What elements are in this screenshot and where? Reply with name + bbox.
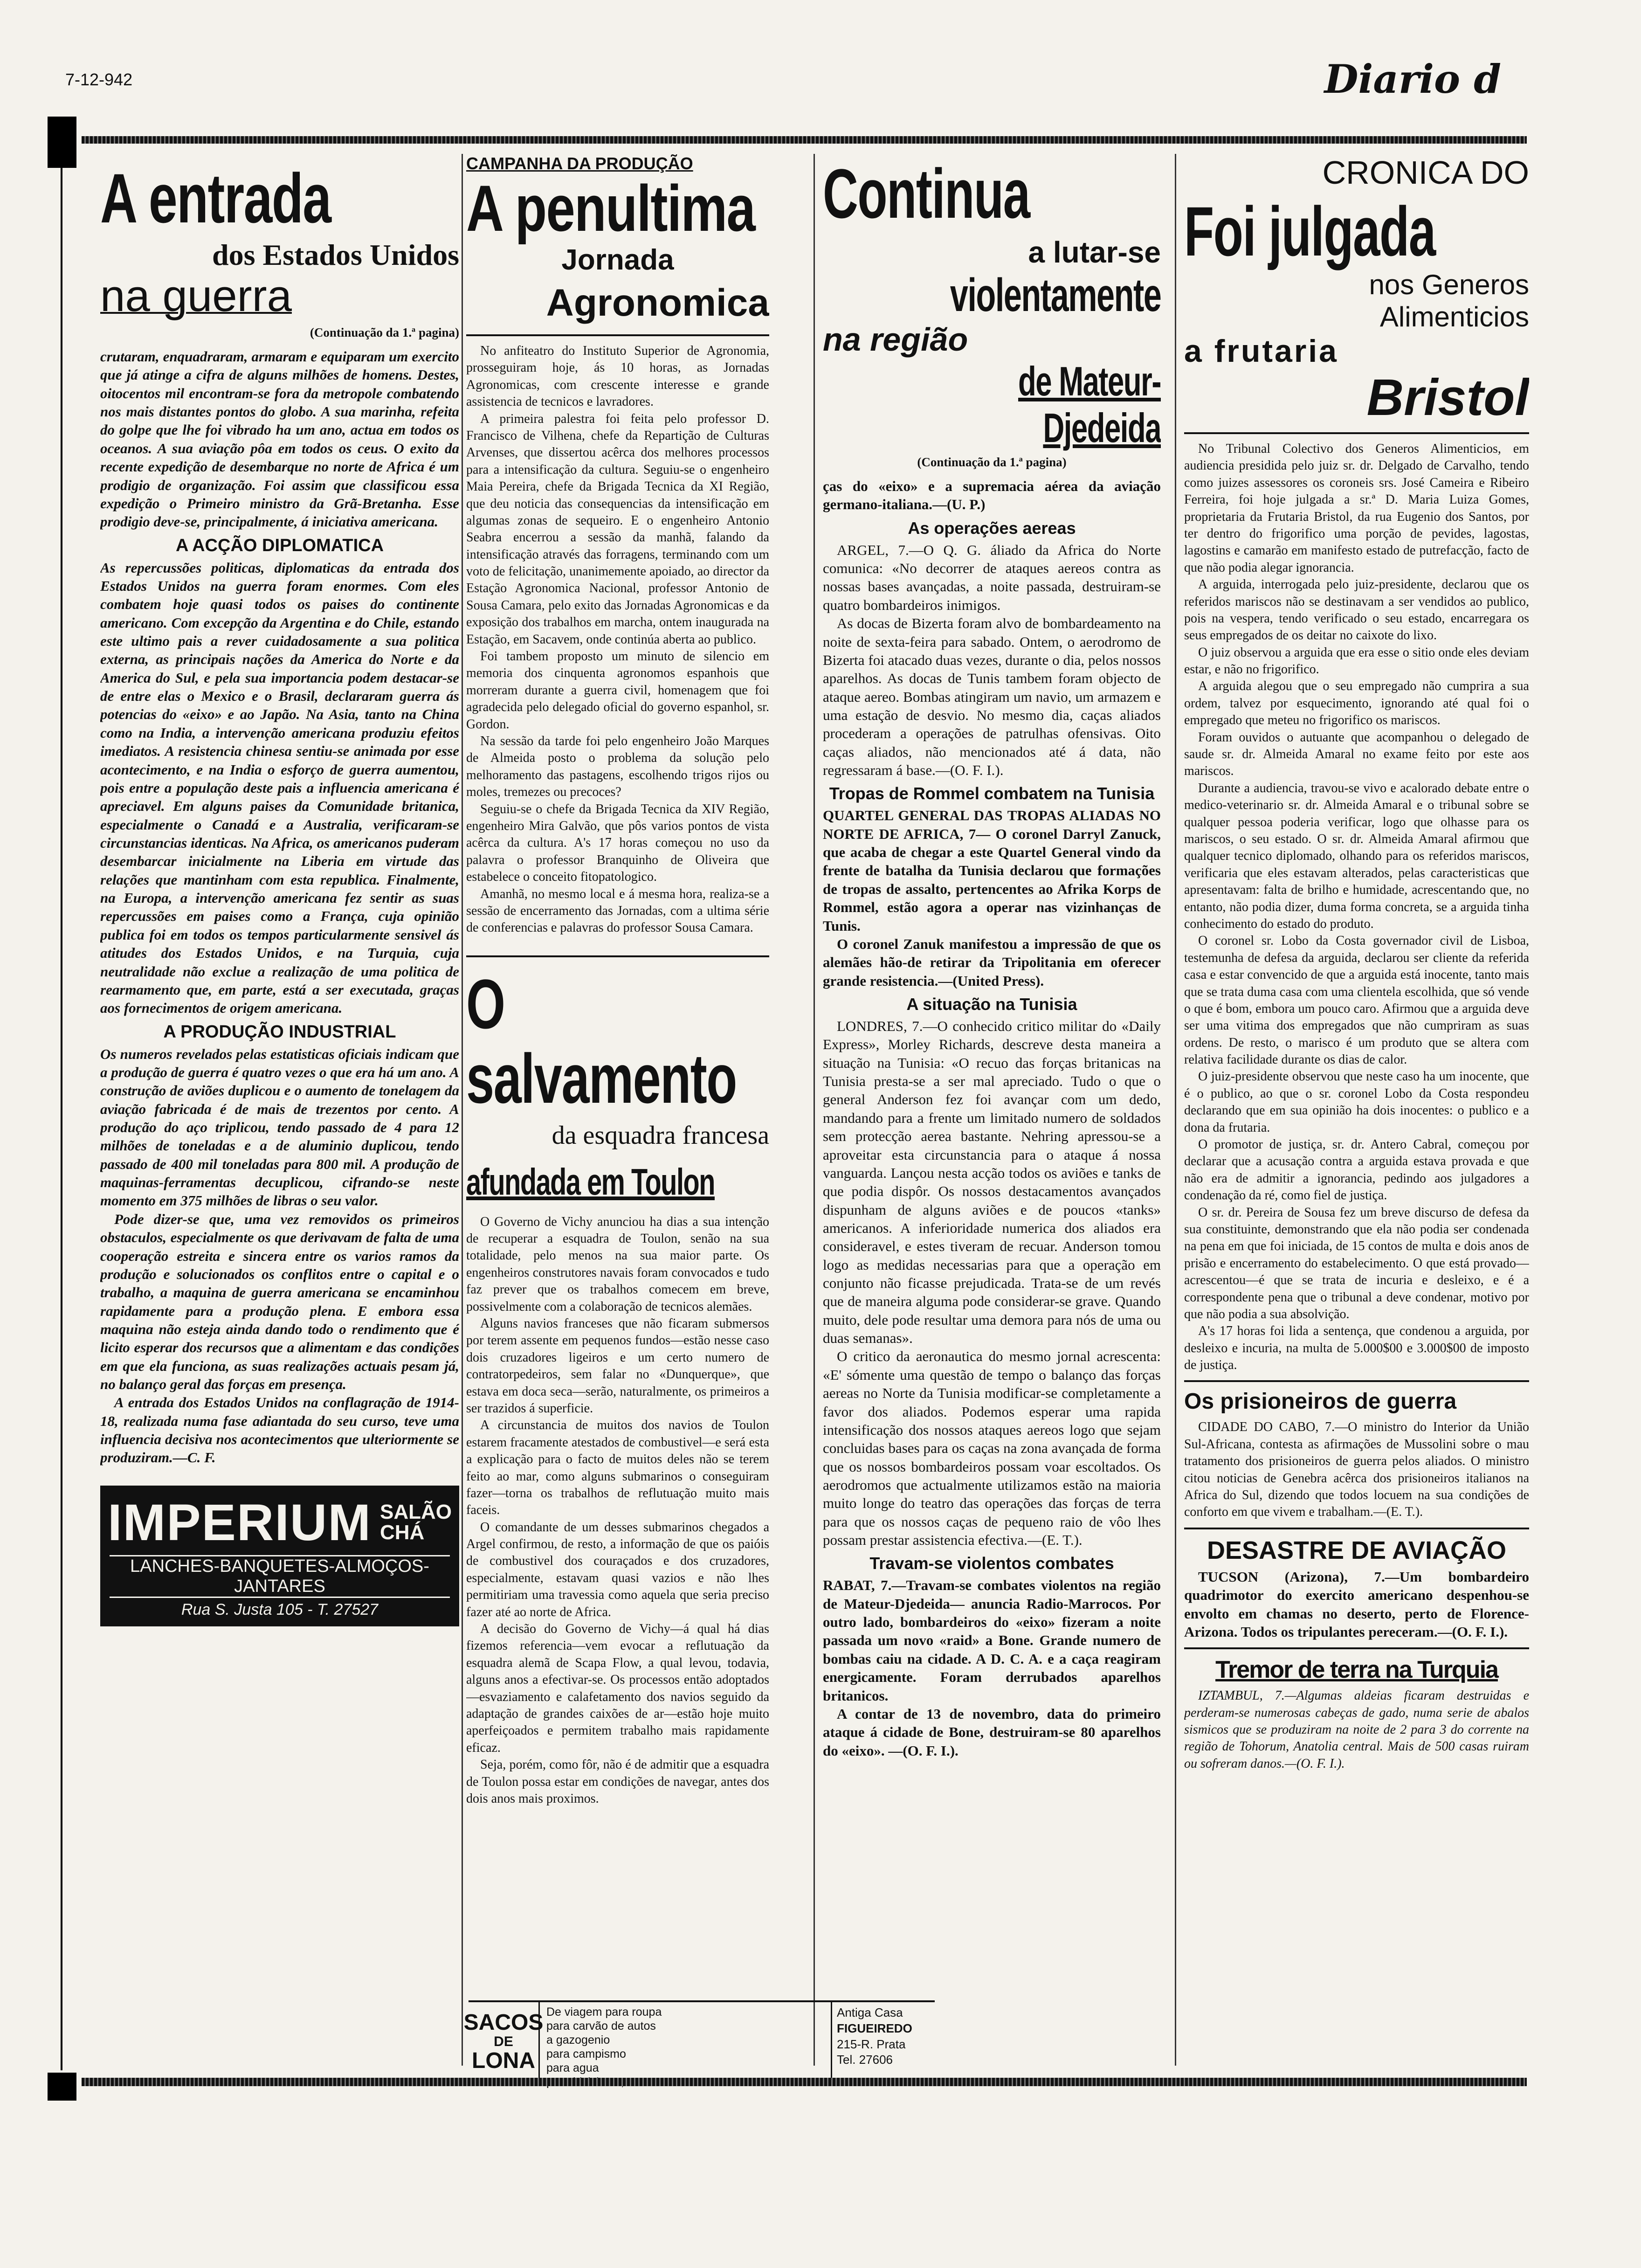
left-margin-bar <box>48 117 76 2098</box>
article-frutaria-bristol <box>1184 154 1529 2066</box>
paragraph: O sr. dr. Pereira de Sousa fez um breve discurso de defesa da sua constituinte, demonstrando que ela não podia ser condenada na pena em que foi iniciada, de 15 contos de multa e dois anos de prisão e encerramento do estabelecimento. O que está provado—acrescentou—é que se trata de incuria e desleixo, e é a correspondente pena que o tribunal a deve condenar, motivo por que não podia a sua absolvição. <box>1184 1205 1529 1321</box>
ad-sacos-shop: FIGUEIREDO <box>837 2021 912 2035</box>
column-rule <box>462 154 463 2066</box>
paragraph: LONDRES, 7.—O conhecido critico militar do «Daily Express», Morley Richards, descreve desta maneira a situação na Tunisia: «O recuo das forças britanicas na Tunisia presta-se a ser mal apreciado. Tudo o que o general Anderson fez foi avançar com um dedo, mandando para a frente um limitado numero de soldados sem protecção aerea bastante. Nehring apressou-se a aproveitar esta circunstancia para o ataque á nossa vanguarda. Lançou nesta acção todos os aviões e tanks de que podia dispôr. Os nossos destacamentos avançados dispunham de alguns aviões e de poucos «tanks» americanos. A inferioridade numerica dos aliados era consideravel, e estes tiveram de recuar. Anderson tomou logo as medidas necessarias para que a operação em conjunto não ficasse prejudicada. Trata-se de um revés que de maneira alguma pode considerar-se grave. Quando muito, dele pode resultar uma demora para nós de uma ou duas semanas». <box>823 1017 1161 1347</box>
headline: Os prisioneiros de guerra <box>1184 1389 1457 1414</box>
paragraph: A arguida alegou que o seu empregado não cumprira a sua ordem, talvez por esquecimento, ignorando até qual foi o empregado que meteu no frigorifico os mariscos. <box>1184 679 1529 728</box>
subheadline-2: Alimenticios <box>1379 301 1529 332</box>
headline: Tremor de terra na Turquia <box>1215 1656 1498 1684</box>
paragraph: O coronel sr. Lobo da Costa governador civil de Lisboa, testemunha de defesa da arguida, declarou ser cliente da referida casa e estar convencido de que a arguida está inocente, tanto mais que se trata duma casa com uma clientela escolhida, que só vende o que é bom, embora um pouco caro. Afirmou que a arguida deve ser uma vitima dos empregados que não cumpriram as suas ordens. De resto, o marisco é um produto que se altera com relativa facilidade durante os dias de calor. <box>1184 933 1529 1067</box>
paragraph: TUCSON (Arizona), 7.—Um bombardeiro quadrimotor do exercito americano despenhou-se envolto em chamas no deserto, perto de Florence-Arizona. Todos os tripulantes pereceram.—(O. F. I.). <box>1184 1568 1529 1640</box>
paragraph: crutaram, enquadraram, armaram e equiparam um exercito que já atinge a cifra de alguns milhões de homens. Destes, oitocentos mil encontram-se fora da metropole combatendo nos mais distantes pontos do globo. A sua marinha, refeita do golpe que lhe foi vibrado ha um ano, actua em todos os oceanos. A sua aviação pôa em todos os ceus. O exito da recente expedição de desembarque no norte de Africa é um prodigio de organização. Foi assim que classificou essa expedição o Primeiro ministro da Grã-Bretanha. Esse prodigio deve-se, principalmente, á iniciativa americana. <box>100 348 459 530</box>
ad-sacos-line: a gazogenio <box>546 2033 610 2047</box>
subheadline: a lutar-se <box>1028 235 1161 269</box>
subheadline: Jornada <box>561 244 674 276</box>
ad-imperium-cha: CHÁ <box>380 1521 425 1544</box>
subheadline: da esquadra francesa <box>552 1120 769 1150</box>
paragraph: A decisão do Governo de Vichy—á qual há dias fizemos referencia—vem evocar a reflutuação da esquadra alemã de Scapa Flow, a qual levou, todavia, alguns anos a efectivar-se. Os processos então adoptados—esvaziamento e calafetamento dos navios seguido da adaptação de grandes caixões de ar—estão hoje muito aperfeiçoados e permitem trabalho mais rapidamente eficaz. <box>466 1622 769 1755</box>
subheadline-3: a frutaria <box>1184 333 1338 369</box>
paragraph: Seja, porém, como fôr, não é de admitir que a esquadra de Toulon possa estar em condições de navegar, antes dos dois anos mais proximos. <box>466 1757 769 1806</box>
subheadline: dos Estados Unidos <box>212 238 459 271</box>
paragraph: Foram ouvidos o autuante que acompanhou o delegado de saude sr. dr. Almeida Amaral no exame feito por este aos mariscos. <box>1184 730 1529 779</box>
article-salvamento <box>466 964 769 1808</box>
ad-sacos-brand2: DE <box>494 2034 513 2050</box>
headline: A entrada <box>100 159 331 237</box>
column-rule <box>1175 154 1176 2066</box>
paragraph: A's 17 horas foi lida a sentença, que condenou a arguida, por desleixo e incuria, na multa de 5.000$00 e 3.000$00 de imposto de justiça. <box>1184 1324 1529 1373</box>
paragraph: O juiz observou a arguida que era esse o sitio onde eles deviam estar, e não no frigorifico. <box>1184 645 1529 677</box>
subheadline-2: afundada em Toulon <box>466 1161 715 1203</box>
paragraph: As docas de Bizerta foram alvo de bombardeamento na noite de sexta-feira para sabado. Ontem, o aerodromo de Bizerta foi atacado duas vezes, durante o dia, pelos nossos aparelhos. As docas de Tunis tambem foram objecto de ataque aereo. Bombas atingiram um navio, um armazem e uma estação de desvio. No mesmo dia, caças aliados procederam a operações de patrulhas ofensivas. Oito caças aliados, não mencionados até á data, não regressaram á base.—(O. F. I.). <box>823 615 1161 779</box>
paragraph: O comandante de um desses submarinos chegados a Argel confirmou, de resto, a informação de que os paióis de combustivel dos couraçados e dos cruzadores, especialmente, estavam quasi vazios e não lhes permitiriam uma travessia como aquela que seria preciso fazer até ao norte de Africa. <box>466 1520 769 1619</box>
ad-sacos-line: para carvão de autos <box>546 2019 656 2033</box>
paragraph: Amanhã, no mesmo local e á mesma hora, realiza-se a sessão de encerramento das Jornadas, com a ultima série de conferencias e palavras do professor Sousa Camara. <box>466 886 769 935</box>
paragraph: Os numeros revelados pelas estatisticas oficiais indicam que a produção de guerra é quatro vezes o que era há um ano. A construção de aviões duplicou e o aumento de tonelagem da aviação fabricada é de mais de trezentos por cento. A produção do aço triplicou, tendo passado de 4 para 12 milhões de toneladas e a de aluminio duplicou, tendo passado de 400 mil toneladas para 800 mil. A produção de maquinas-ferramentas decuplicou, cifrando-se neste momento em 375 milhões de libras o seu valor. <box>100 1045 459 1209</box>
ad-sacos-brand1: SACOS <box>463 2010 544 2035</box>
paragraph: A arguida, interrogada pelo juiz-presidente, declarou que os referidos mariscos não se destinavam a ser vendidos ao publico, pois na vespera, tendo verificado o seu estado, encarregara os seus empregados de os deitar no caixote do lixo. <box>1184 577 1529 643</box>
paragraph: No Tribunal Colectivo dos Generos Alimenticios, em audiencia presidida pelo juiz sr. dr. Delgado de Carvalho, tendo como juizes assessores os coroneis srs. José Cameira e Ribeiro Ferreira, foi hoje julgada a sr.ª D. Maria Luiza Gomes, proprietaria da Frutaria Bristol, da rua Eugenio dos Santos, por ter dentro do frigorifico uma porção de pevides, lagostas, lagostins e camarão em manifesto estado de putrefacção, facto de que não podia alegar ignorancia. <box>1184 442 1529 575</box>
subheadline-2: na guerra <box>100 271 292 321</box>
ad-sacos-de-lona <box>463 2000 935 2083</box>
paragraph: O Governo de Vichy anunciou ha dias a sua intenção de recuperar a esquadra de Toulon, senão na sua totalidade, pelo menos na sua maior parte. Os engenheiros construtores navais foram convocados e tudo faz prever que os trabalhos comecem em breve, possivelmente com a colaboração de tecnicos alemães. <box>466 1214 769 1314</box>
paragraph: Pode dizer-se que, uma vez removidos os primeiros obstaculos, especialmente os que derivavam de falta de uma cooperação estreita e sincera entre os varios ramos da produção e solucionados os conflitos entre o capital e o trabalho, a maquina de guerra americana se encaminhou rapidamente para a produção plena. E embora essa maquina não esteja ainda dando todo o rendimento que é licito esperar dos recursos que a alimentam e das condições em que ela funciona, as suas realizações actuais pesam já, no balanço geral das forças em presença. <box>100 1210 459 1393</box>
page-date: 7-12-942 <box>65 70 133 89</box>
paragraph: Alguns navios franceses que não ficaram submersos por terem assente em pequenos fundos—estão nesse caso dois cruzadores ligeiros e um certo numero de contratorpedeiros, sem falar no «Dunquerque», que estava em doca seca—serão, naturalmente, os primeiros a ser trazidos á superficie. <box>466 1316 769 1416</box>
ad-sacos-line: para agua <box>546 2061 599 2074</box>
divider <box>466 334 769 336</box>
headline: A penultima <box>466 172 755 245</box>
ad-sacos-shop: Antiga Casa <box>837 2005 903 2019</box>
paragraph: RABAT, 7.—Travam-se combates violentos na região de Mateur-Djedeida— anuncia Radio-Marrocos. Por outro lado, bombardeiros do «eixo» fizeram a noite passada um novo «raid» a Bone. Grande numero de bombas caiu na cidade. A D. C. A. e a caça reagiram energicamente. Foram derrubados aparelhos britanicos. <box>823 1577 1161 1704</box>
continuation-note: (Continuação da 1.ª pagina) <box>917 455 1067 469</box>
paragraph: ARGEL, 7.—O Q. G. áliado da Africa do Norte comunica: «No decorrer de ataques aereos contra as nossas bases avançadas, a noite passada, destruiram-se quatro bombardeiros inimigos. <box>823 541 1161 613</box>
article-desastre-aviacao <box>1184 1536 1529 1641</box>
paragraph: A circunstancia de muitos dos navios de Toulon estarem fracamente atestados de combustivel—e será esta a explicação para o facto de muitos deles não se terem feito ao mar, como alguns submarinos o conseguiram fazer—torna os trabalhos de reflutuação muito mais faceis. <box>466 1418 769 1518</box>
ad-sacos-shop: Tel. 27606 <box>837 2053 893 2067</box>
column-rule <box>814 154 815 2066</box>
article-tremor-turquia <box>1184 1656 1529 1772</box>
paragraph: A entrada dos Estados Unidos na conflagração de 1914-18, realizada numa fase adiantada do seu curso, teve uma influencia decisiva nos acontecimentos que ulteriormente se produziram.—C. F. <box>100 1394 459 1466</box>
section-heading: Tropas de Rommel combatem na Tunisia <box>829 784 1155 803</box>
divider <box>1184 1528 1529 1529</box>
paragraph: CIDADE DO CABO, 7.—O ministro do Interior da União Sul-Africana, contesta as afirmações de Mussolini sobre o mau tratamento dos prisioneiros de guerra pelos aliados. O ministro citou noticias de Genebra acêrca dos prisioneiros italianos na Africa do Sul, dizendo que todos locuem na sua condições de conforto em que vivem e trabalham.—(E. T.). <box>1184 1420 1529 1520</box>
divider <box>1184 1647 1529 1649</box>
masthead: Diario d <box>1324 56 1501 102</box>
headline: O salvamento <box>466 964 737 1118</box>
paragraph: Durante a audiencia, travou-se vivo e acalorado debate entre o medico-veterinario sr. dr. Almeida Amaral e o tribunal sobre se qualquer pessoa poderia verificar, logo que olhasse para os mariscos, o seu estado. O sr. dr. Almeida Amaral afirmou que qualquer tecnico diplomado, olhando para os referidos mariscos, verificaria que eles estavam alterados, pelas caracteristicas que apresentavam: falta de brilho e humidade, acrescentando que, no entanto, não podia dizer, duma forma concreta, se a arguida tinha conhecimento do estado do produto. <box>1184 781 1529 931</box>
paragraph: ças do «eixo» e a supremacia aérea da aviação germano-italiana.—(U. P.) <box>823 478 1161 513</box>
top-rule <box>82 136 1527 144</box>
paragraph: Foi tambem proposto um minuto de silencio em memoria dos cinquenta agronomos espanhois que morreram durante a guerra civil, homenagem que foi agradecida pelo delegado oficial do governo espanhol, sr. Gordon. <box>466 649 769 732</box>
section-heading: Travam-se violentos combates <box>869 1554 1114 1573</box>
section-heading: A PRODUÇÃO INDUSTRIAL <box>163 1022 396 1042</box>
ad-sacos-line: De viagem para roupa <box>546 2005 662 2019</box>
ad-imperium-address: Rua S. Justa 105 - T. 27527 <box>181 1600 379 1618</box>
kicker: CAMPANHA DA PRODUÇÃO <box>466 154 693 173</box>
subheadline-2: violentamente <box>950 269 1161 321</box>
ad-sacos-line: para campismo <box>546 2047 626 2061</box>
continuation-note: (Continuação da 1.ª pagina) <box>310 325 459 339</box>
article-entrada-estados-unidos <box>100 154 459 2066</box>
divider <box>1184 1380 1529 1382</box>
headline: DESASTRE DE AVIAÇÃO <box>1207 1536 1507 1564</box>
paragraph: No anfiteatro do Instituto Superior de Agronomia, prosseguiram hoje, ás 10 horas, as Jornadas Agronomicas, com crescente interesse e grande assistencia de tecnicos e lavradores. <box>466 344 769 409</box>
paragraph: QUARTEL GENERAL DAS TROPAS ALIADAS NO NORTE DE AFRICA, 7— O coronel Darryl Zanuck, que acaba de chegar a este Quartel General vindo da frente de batalha da Tunisia declarou que formações de tropas de assalto, pertencentes ao Afrika Korps de Rommel, estão agora a operar nas vizinhanças de Tunis. <box>823 807 1161 934</box>
ad-imperium <box>100 1486 459 1626</box>
section-heading: A situação na Tunisia <box>906 994 1077 1014</box>
paragraph: O critico da aeronautica do mesmo jornal acrescenta: «E' sómente uma questão de tempo o balanço das forças aereas no Norte da Tunisia modificar-se completamente a favor dos aliados. Podemos esperar uma rapida intensificação dos nossos ataques aereos logo que sejam concluidas bases para os caças na zona avançada de forma que os nossos bombardeiros possam voar escoltados. Os aerodromos que actualmente utilizamos estão na maioria muito longe do teatro das operações das forças de terra para que os nossos caças de pequeno raio de vôo lhes possam prestar assistencia efectiva.—(E. T.). <box>823 1348 1161 1549</box>
headline: Foi julgada <box>1184 192 1435 270</box>
bottom-rule <box>82 2078 1527 2086</box>
ad-sacos-shop: 215-R. Prata <box>837 2037 906 2051</box>
kicker: CRONICA DO <box>1322 154 1529 191</box>
ad-imperium-salao: SALÃO <box>380 1500 452 1524</box>
article-prisioneiros <box>1184 1389 1529 1521</box>
paragraph: O juiz-presidente observou que neste caso ha um inocente, que é o publico, ao que o sr. coronel Lobo da Costa respondeu declarando que em sua opinião ha dois inocentes: o publico e a dona da frutaria. <box>1184 1069 1529 1135</box>
subheadline-4: Bristol <box>1366 369 1529 426</box>
subheadline-4: de Mateur-Djedeida <box>1018 358 1161 451</box>
divider <box>1184 432 1529 434</box>
paragraph: A primeira palestra foi feita pelo professor D. Francisco de Vilhena, chefe da Repartição de Culturas Arvenses, que dissertou acêrca dos melhores processos para a intensificação da cultura. Seguiu-se o engenheiro Maia Pereira, chefe da Brigada Tecnica da XI Região, que deu noticia das consequencias da intensificação em algumas zonas de sequeiro. E o engenheiro Antonio Seabra encerrou a sessão da manhã, falando da intensificação através das forragens, terminando com um voto de felicitação, unanimemente apoiado, ao director da Estação Agronomica Nacional, professor Antonio de Sousa Camara, pelo exito das Jornadas Agronomicas e da exposição dos trabalhos em marcha, ontem inaugurada na Estação, em Sacavem, onde continúa aberta ao publico. <box>466 411 769 647</box>
paragraph: O promotor de justiça, sr. dr. Antero Cabral, começou por declarar que a acusação contra a arguida estava provada e que não era de admitir a ignorancia, pedindo aos julgadores a condenação da ré, como fiel de justiça. <box>1184 1137 1529 1203</box>
paragraph: Seguiu-se o chefe da Brigada Tecnica da XIV Região, engenheiro Mira Galvão, que pôs varios pontos de vista acêrca da cultura. A's 17 horas começou no uso da palavra o professor Branquinho de Oliveira que estabelece o conceito fitopatologico. <box>466 802 769 885</box>
paragraph: O coronel Zanuk manifestou a impressão de que os alemães hão-de retirar da Tripolitania em oferecer grande resistencia.—(United Press). <box>823 935 1161 989</box>
article-continua-a-lutar <box>823 154 1161 1982</box>
divider <box>466 955 769 957</box>
subheadline: nos Generos <box>1369 269 1529 300</box>
section-heading: As operações aereas <box>908 518 1076 538</box>
article-penultima-jornada <box>463 154 769 2066</box>
subheadline-2: Agronomica <box>546 282 769 324</box>
subheadline-3: na região <box>823 321 968 358</box>
section-heading: A ACÇÃO DIPLOMATICA <box>175 535 384 555</box>
paragraph: A contar de 13 de novembro, data do primeiro ataque á cidade de Bone, destruiram-se 80 aparelhos do «eixo». —(O. F. I.). <box>823 1705 1161 1759</box>
ad-sacos-brand3: LONA <box>472 2048 535 2073</box>
paragraph: IZTAMBUL, 7.—Algumas aldeias ficaram destruidas e perderam-se numerosas cabeças de gado, numa serie de abalos sismicos que se produziram na noite de 2 para 3 do corrente na região de Tohorum, Anatolia central. Mais de 500 casas ruiram ou sofreram danos.—(O. F. I.). <box>1184 1688 1529 1771</box>
ad-imperium-name: IMPERIUM <box>108 1494 372 1551</box>
headline: Continua <box>823 154 1030 233</box>
paragraph: As repercussões politicas, diplomaticas da entrada dos Estados Unidos na guerra foram enormes. Com eles combatem hoje quasi todos os paises do continente americano. Com excepção da Argentina e do Chile, estando este ultimo pais a rever cuidadosamente a sua politica externa, as principais nações da America do Norte e da America do Sul, e pela sua importancia podem destacar-se de entre elas o Mexico e o Brasil, declararam guerra ás potencias do «eixo» e ao Japão. Na Asia, tanto na China como na India, a intervenção americana produziu efeitos imediatos. A resistencia chinesa sentiu-se animada por esse acontecimento, e na India o esforço de guerra aumentou, pois entre a população deste pais a influencia americana é apreciavel. Em alguns paises da Comunidade britanica, especialmente o Canadá e a Australia, verificaram-se circunstancias identicas. Na Africa, os americanos puderam desembarcar inicialmente na Liberia em virtude das relações que mantinham com esta republica. Finalmente, na Europa, a intervenção americana fez sentir as suas repercussões em paises como a França, cuja opinião publica foi em todos os tempos particularmente sensivel ás atitudes dos Estados Unidos, e na Turquia, cuja neutralidade não exclue a realização de uma politica de rearmamento que, em parte, está a ser executada, graças aos fornecimentos de origem americana. <box>100 559 459 1016</box>
ad-imperium-line: LANCHES-BANQUETES-ALMOÇOS-JANTARES <box>110 1555 450 1598</box>
paragraph: Na sessão da tarde foi pelo engenheiro João Marques de Almeida posto o problema da solução pelo melhoramento das pastagens, escolhendo trigos rijos ou moles, tremezes ou precoces? <box>466 733 769 800</box>
